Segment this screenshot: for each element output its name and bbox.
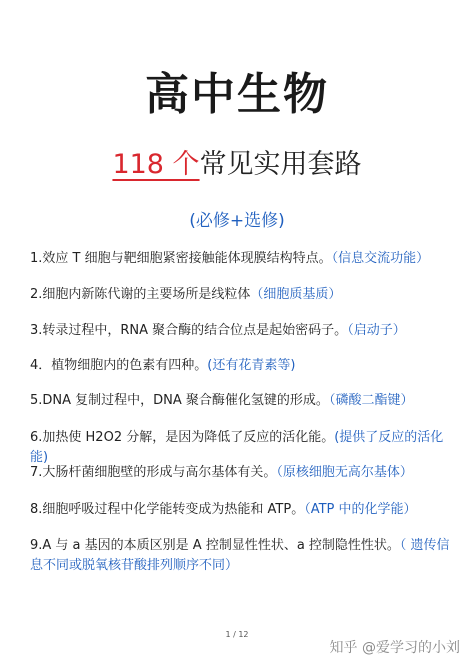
item-answer: (还有花青素等): [207, 358, 296, 373]
watermark: 知乎 @爱学习的小刘: [329, 640, 460, 656]
list-item: [30, 285, 460, 305]
list-item: [30, 321, 460, 341]
item-statement: 8.细胞呼吸过程中化学能转变成为热能和 ATP。: [30, 502, 305, 517]
item-answer: (提供了反应的活化能): [30, 430, 444, 465]
item-answer: （原核细胞无高尔基体）: [276, 465, 413, 480]
item-statement: 7.大肠杆菌细胞壁的形成与高尔基体有关。: [30, 465, 277, 480]
list-item: [30, 249, 460, 269]
list-item: [30, 463, 460, 483]
item-answer: （ 遗传信息不同或脱氧核苷酸排列顺序不同）: [30, 538, 450, 573]
item-statement: 1.效应 T 细胞与靶细胞紧密接触能体现膜结构特点。: [30, 251, 332, 266]
item-answer: （ATP 中的化学能）: [304, 502, 417, 517]
item-statement: 5.DNA 复制过程中，DNA 聚合酶催化氢键的形成。: [30, 393, 329, 408]
item-statement: 3.转录过程中，RNA 聚合酶的结合位点是起始密码子。: [30, 323, 348, 338]
scope-label: (必修+选修): [189, 211, 285, 231]
page-number: 1 / 12: [225, 630, 249, 639]
item-answer: （细胞质基质）: [250, 287, 342, 302]
page-title: 高中生物: [145, 69, 329, 120]
subtitle: [0, 142, 474, 181]
item-statement: 9.A 与 a 基因的本质区别是 A 控制显性性状、a 控制隐性性状。: [30, 538, 400, 553]
item-statement: 6.加热使 H2O2 分解，是因为降低了反应的活化能。: [30, 430, 335, 445]
item-answer: （启动子）: [347, 323, 406, 338]
list-item: [30, 500, 460, 520]
subtitle-text: 常见实用套路: [199, 149, 362, 180]
subtitle-number: 118 个: [112, 149, 200, 180]
list-item: [30, 391, 460, 411]
item-answer: （信息交流功能）: [331, 251, 430, 266]
list-item: [30, 356, 460, 376]
item-statement: 4．植物细胞内的色素有四种。: [30, 358, 208, 373]
list-item: [30, 428, 460, 468]
item-statement: 2.细胞内新陈代谢的主要场所是线粒体: [30, 287, 251, 302]
list-item: [30, 536, 460, 576]
item-answer: （磷酸二酯键）: [328, 393, 414, 408]
